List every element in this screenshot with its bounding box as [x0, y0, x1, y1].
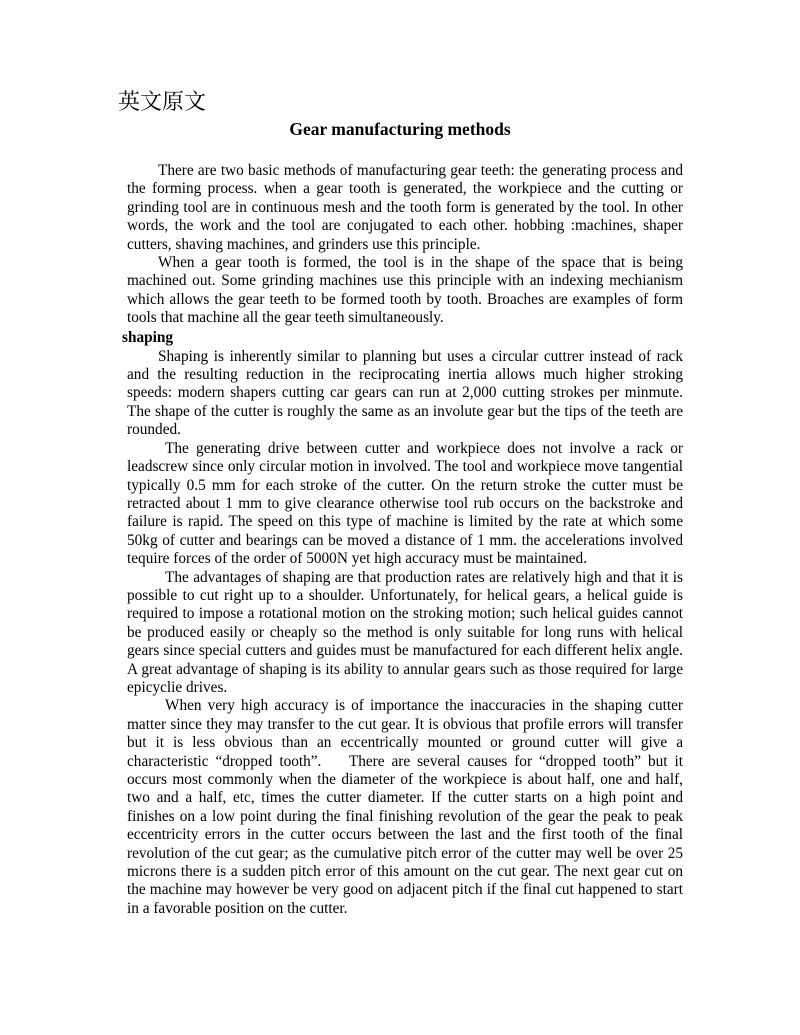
shaping-paragraph-2: The generating drive between cutter and workpiece does not involve a rack or leadscrew since only circular motion in involved. The tool and workpiece move tangential typically 0.5 mm for each stroke of the cutter. On the return stroke the cutter must be retracted about 1 mm to give clearance otherwise tool rub occurs on the backstroke and failure is rapid. The speed on this type of machine is limited by the rate at which some 50kg of cutter and bearings can be moved a distance of 1 mm. the accelerations involved tequire forces of the order of 5000N yet high accuracy must be maintained.	[127, 439, 683, 568]
intro-paragraph-2: When a gear tooth is formed, the tool is in the shape of the space that is being machined out. Some grinding machines use this principle with an indexing mechianism which allows the gear teeth to be formed tooth by tooth. Broaches are examples of form tools that machine all the gear teeth simultaneously.	[127, 254, 683, 327]
section-heading-shaping: shaping	[122, 328, 174, 346]
intro-paragraph-1: There are two basic methods of manufacturing gear teeth: the generating process and the forming process. when a gear tooth is generated, the workpiece and the cutting or grinding tool are in continuous mesh and the tooth form is generated by the tool. In other words, the work and the tool are conjugated to each other. hobbing :machines, shaper cutters, shaving machines, and grinders use this principle.	[127, 162, 683, 253]
chinese-section-heading: 英文原文	[118, 90, 207, 115]
document-title: Gear manufacturing methods	[289, 119, 511, 139]
shaping-paragraph-4: When very high accuracy is of importance the inaccuracies in the shaping cutter matter since they may transfer to the cut gear. It is obvious that profile errors will transfer but it is less obvious than an eccentrically mounted or ground cutter will give a characteristic “dropped tooth”. There are several causes for “dropped tooth” but it occurs most commonly when the diameter of the workpiece is about half, one and half, two and a half, etc, times the cutter diameter. If the cutter starts on a high point and finishes on a low point during the final finishing revolution of the gear the peak to peak eccentricity errors in the cutter occurs between the last and the first tooth of the final revolution of the cut gear; as the cumulative pitch error of the cutter may well be over 25 microns there is a sudden pitch error of this amount on the cut gear. The next gear cut on the machine may however be very good on adjacent pitch if the final cut happened to start in a favorable position on the cutter.	[127, 697, 683, 917]
shaping-paragraph-3: The advantages of shaping are that production rates are relatively high and that it is possible to cut right up to a shoulder. Unfortunately, for helical gears, a helical guide is required to impose a rotational motion on the stroking motion; such helical guides cannot be produced easily or cheaply so the method is only suitable for long runs with helical gears since special cutters and guides must be manufactured for each different helix angle. A great advantage of shaping is its ability to annular gears such as those required for large epicyclie drives.	[127, 568, 683, 696]
shaping-paragraph-1: Shaping is inherently similar to planning but uses a circular cuttrer instead of rack and the resulting reduction in the reciprocating inertia allows much higher stroking speeds: modern shapers cutting car gears can run at 2,000 cutting strokes per minmute. The shape of the cutter is roughly the same as an involute gear but the tips of the teeth are rounded.	[127, 347, 683, 439]
document-body	[122, 162, 683, 918]
